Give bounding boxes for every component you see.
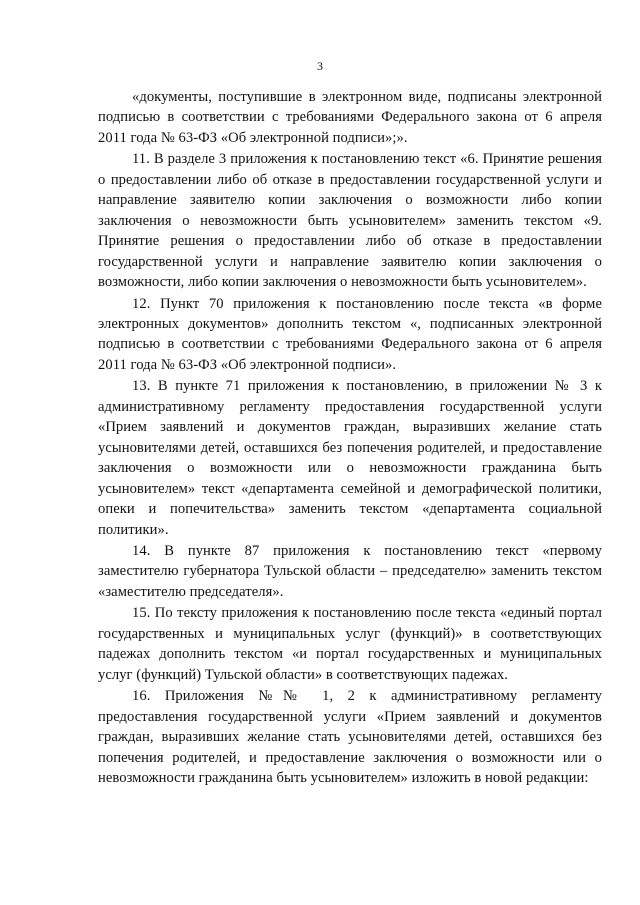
page-number: 3 <box>317 59 323 73</box>
paragraph-item-15: 15. По тексту приложения к постановлению после текста «единый портал государственных и муниципальных услуг (функций)» в соответствующих падежах дополнить текстом «и портал государственных и муниципальных услуг (функций) Тульской области» в соответствующих падежах. <box>98 605 602 683</box>
paragraph-item-12: 12. Пункт 70 приложения к постановлению после текста «в форме электронных документов» дополнить текстом «, подписанных электронной подписью в соответствии с требованиями Федерального закона от 6 апреля 2011 года № 63-ФЗ «Об электронной подписи». <box>98 295 602 373</box>
paragraph-quote-continuation: «документы, поступившие в электронном виде, подписаны электронной подписью в соответствии с требованиями Федерального закона от 6 апреля 2011 года № 63-ФЗ «Об электронной подписи»;». <box>98 89 602 146</box>
paragraph-item-13: 13. В пункте 71 приложения к постановлению, в приложении № 3 к административному регламенту предоставления государственной услуги «Прием заявлений и документов граждан, выразивших желание стать усыновителями детей, оставшихся без попечения родителей, и предоставление заключения о возможности или о невозможности гражданина быть усыновителем» текст «департамента семейной и демографической политики, опеки и попечительства» заменить текстом «департамента социальной политики». <box>98 378 602 538</box>
paragraph-item-11: 11. В разделе 3 приложения к постановлению текст «6. Принятие решения о предоставлении либо об отказе в предоставлении государственной услуги и направление заявителю копии заключения о возможности либо копии заключения о невозможности быть усыновителем» заменить текстом «9. Принятие решения о предоставлении либо об отказе в предоставлении государственной услуги и направление заявителю копии заключения о возможности, либо копии заключения о невозможности быть усыновителем». <box>98 151 602 291</box>
paragraph-item-14: 14. В пункте 87 приложения к постановлению текст «первому заместителю губернатора Тульской области – председателю» заменить текстом «заместителю председателя». <box>98 542 602 600</box>
paragraph-item-16: 16. Приложения №№ 1, 2 к административному регламенту предоставления государственной услуги «Прием заявлений и документов граждан, выразивших желание стать усыновителями детей, оставшихся без попечения родителей, и предоставление заключения о возможности или о невозможности гражданина быть усыновителем» изложить в новой редакции: <box>98 688 602 786</box>
document-body <box>98 87 602 789</box>
